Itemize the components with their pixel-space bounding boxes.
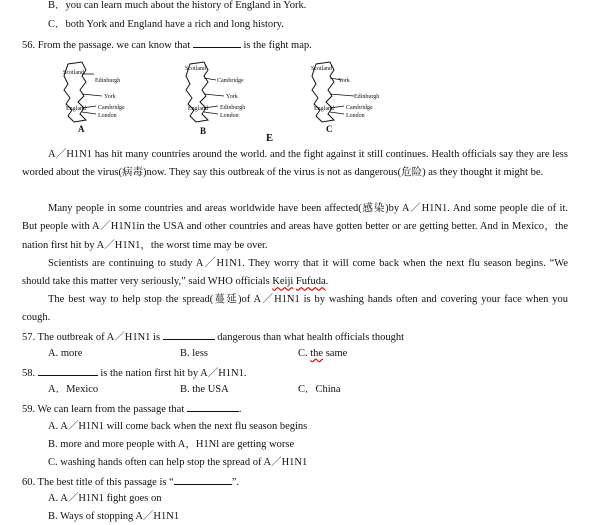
q58-stem: 58. is the nation first hit by A／H1N1. [22,365,247,381]
passage-paragraph-1: A／H1N1 has hit many countries around the world. and the fight against it still continues. Health officials say they are less worded about the virus(病毒)now. They say this outbreak of the virus is not as dangerous(危险) as they thought it might be. [22,149,568,179]
q60-option-a: A. A／H1N1 fight goes on [48,493,162,504]
q57-option-a: A. more [48,348,83,359]
q56-stem: 56. From the passage. we can know that is the fight map. [22,37,312,53]
q59-option-c: C. washing hands often can help stop the spread of A／H1N1 [48,457,308,468]
passage-paragraph-4: The best way to help stop the spread(蔓延)of A／H1N1 is by washing hands often and covering your face when you cough. [22,294,568,324]
q60-stem: 60. The best title of this passage is “ ”. [22,474,239,490]
passage-paragraph-3: Scientists are continuing to study A／H1N1. They worry that it will come back when the next flu season begins. “We should take this matter very seriously,” said WHO officials Keiji Fufuda. [22,258,568,288]
q58-option-a: A．Mexico [48,384,99,395]
passage-paragraph-2: Many people in some countries and areas worldwide have been affected(感染)by A／H1N1. And some people die of it. But people with A／H1N1in the USA and other countries and areas have gotten better or are getting better. And in Mexico，the nation first hit by A／H1N1，the worst time may be over. [22,203,568,251]
map-c: Scotland York Edinburgh England Cambridge London C [308,60,388,138]
q59-stem: 59. We can learn from the passage that . [22,401,241,417]
q58-option-c: C．China [298,384,341,395]
q57-stem: 57. The outbreak of A／H1N1 is dangerous than what health officials thought [22,329,404,345]
q59-option-a: A. A／H1N1 will come back when the next flu season begins [48,421,308,432]
q58-option-b: B. the USA [180,384,229,395]
section-letter: E [266,133,274,144]
q55-option-c: C．both York and England have a rich and long history. [48,19,284,30]
map-b: Scotland Cambridge York England Edinburgh London B [182,60,262,138]
q55-option-b: B．you can learn much about the history of England in York. [48,0,307,11]
map-a: Scotland Edinburgh York England Cambridge London A [60,60,140,138]
q57-option-b: B. less [180,348,209,359]
q59-option-b: B. more and more people with A，H1Nl are getting worse [48,439,295,450]
q60-option-b: B. Ways of stopping A／H1N1 [48,511,180,522]
q57-option-c: C. the same [298,348,348,359]
